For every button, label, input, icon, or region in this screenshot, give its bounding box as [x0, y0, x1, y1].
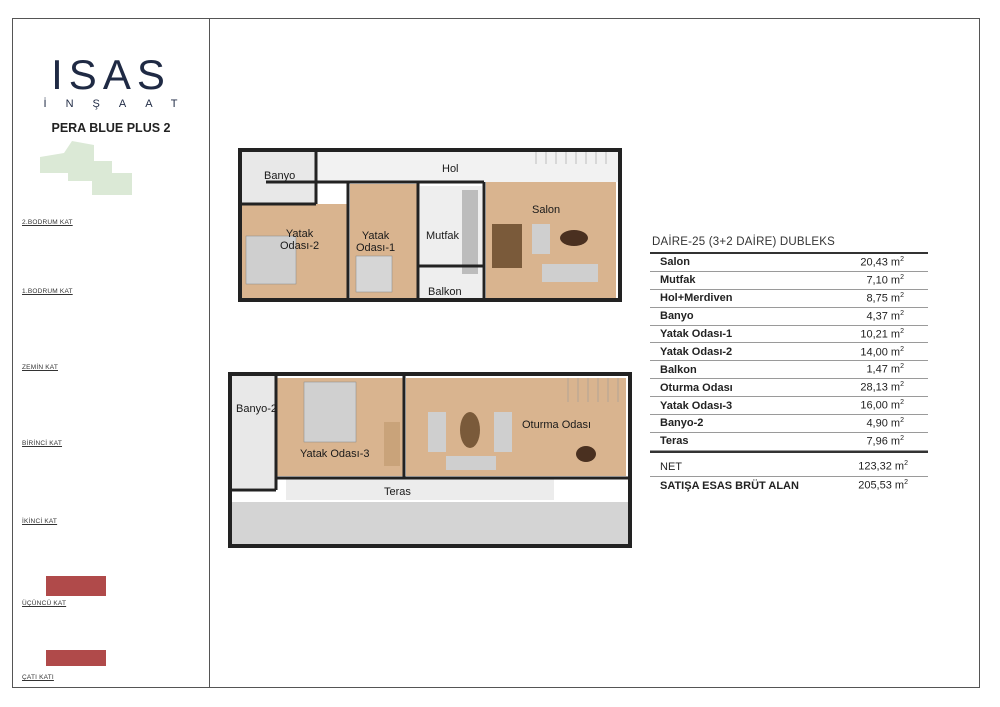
room-area: 4,90 $m^2$ [866, 417, 904, 430]
brand-logo [12, 51, 210, 110]
room-label-yatak1: Yatak Odası-1 [356, 230, 396, 254]
gross-value: 205,53 $m^2$ [858, 479, 908, 493]
floor-ikinci[interactable] [22, 458, 202, 525]
floor-cati[interactable] [22, 614, 202, 681]
lower-floor-plan [228, 372, 632, 548]
room-area: 7,10 $m^2$ [866, 274, 904, 287]
floor-1-bodrum[interactable] [22, 228, 202, 295]
floor-label: 1.BODRUM KAT [22, 288, 73, 295]
floor-label: BİRİNCİ KAT [22, 440, 63, 447]
room-name: Yatak Odası-3 [660, 399, 733, 412]
area-table-title: DAİRE-25 (3+2 DAİRE) DUBLEKS [650, 236, 928, 254]
table-row [650, 254, 928, 272]
floor-thumbnail [22, 304, 132, 364]
room-label-balkon: Balkon [428, 286, 462, 298]
table-row [650, 308, 928, 326]
highlight-unit [46, 576, 106, 596]
table-row [650, 433, 928, 451]
room-area: 4,37 $m^2$ [866, 309, 904, 323]
floor-zemin[interactable] [22, 304, 202, 371]
floor-label: 2.BODRUM KAT [22, 219, 73, 226]
floor-ucuncu[interactable] [22, 538, 202, 607]
room-area: 28,13 $m^2$ [860, 381, 904, 394]
room-name: Salon [660, 256, 690, 269]
floor-thumbnail [22, 133, 132, 185]
sidebar [12, 18, 210, 688]
room-name: Teras [660, 435, 689, 448]
area-table [650, 236, 928, 495]
table-row [650, 397, 928, 415]
room-label-salon: Salon [532, 204, 561, 216]
floor-birinci[interactable] [22, 380, 202, 447]
floor-2-bodrum[interactable] [22, 133, 202, 226]
room-name: Banyo-2 [660, 417, 704, 430]
room-name: Balkon [660, 363, 697, 376]
room-label-banyo: Banyo [264, 170, 296, 182]
highlight-unit [46, 650, 106, 666]
room-label-teras: Teras [384, 486, 411, 498]
logo-sub-text: İNŞAAT [43, 98, 197, 110]
floor-thumbnail [22, 228, 132, 288]
table-row [650, 361, 928, 379]
floor-thumbnail [22, 380, 132, 440]
floor-thumbnail [22, 538, 132, 600]
room-name: Hol+Merdiven [660, 292, 733, 305]
table-row [650, 326, 928, 344]
room-label-mutfak: Mutfak [426, 230, 460, 242]
room-label-yatak3: Yatak Odası-3 [300, 448, 370, 460]
logo-main-text: ISAS [51, 51, 171, 98]
floor-thumbnail [22, 614, 132, 674]
net-value: 123,32 $m^2$ [858, 460, 908, 474]
room-label-oturma: Oturma Odası [522, 419, 592, 431]
table-row [650, 415, 928, 433]
net-area-row [650, 458, 928, 477]
room-area: 16,00 $m^2$ [860, 399, 904, 412]
upper-floor-plan [236, 146, 624, 304]
room-label-banyo2: Banyo-2 [236, 403, 277, 415]
room-label-hol: Hol [442, 163, 459, 175]
floor-label: ÜÇÜNCÜ KAT [22, 600, 67, 607]
room-area: 20,43 $m^2$ [860, 256, 904, 269]
table-row [650, 290, 928, 308]
floor-label: ÇATI KATI [22, 674, 54, 681]
room-area: 10,21 $m^2$ [860, 327, 904, 341]
room-name: Banyo [660, 310, 694, 323]
room-label-yatak2: Yatak Odası-2 [280, 228, 320, 252]
table-row [650, 379, 928, 397]
lower-plan-drawing [228, 372, 632, 548]
room-name: Yatak Odası-1 [660, 328, 733, 340]
floor-label: ZEMİN KAT [22, 364, 58, 371]
gross-label: SATIŞA ESAS BRÜT ALAN [660, 479, 799, 492]
room-name: Yatak Odası-2 [660, 345, 733, 358]
room-area: 8,75 $m^2$ [866, 291, 904, 305]
floor-label: İKİNCİ KAT [22, 518, 58, 525]
room-name: Mutfak [660, 274, 696, 287]
room-area: 14,00 $m^2$ [860, 345, 904, 359]
room-area: 7,96 $m^2$ [866, 435, 904, 448]
floor-thumbnail [22, 458, 132, 518]
net-label: NET [660, 460, 682, 473]
area-table-rows [650, 254, 928, 451]
gross-area-row [650, 477, 928, 495]
room-name: Oturma Odası [660, 381, 733, 394]
project-title: PERA BLUE PLUS 2 [51, 121, 171, 135]
table-row [650, 272, 928, 290]
room-area: 1,47 $m^2$ [866, 363, 904, 377]
table-divider [650, 451, 928, 453]
table-row [650, 343, 928, 361]
